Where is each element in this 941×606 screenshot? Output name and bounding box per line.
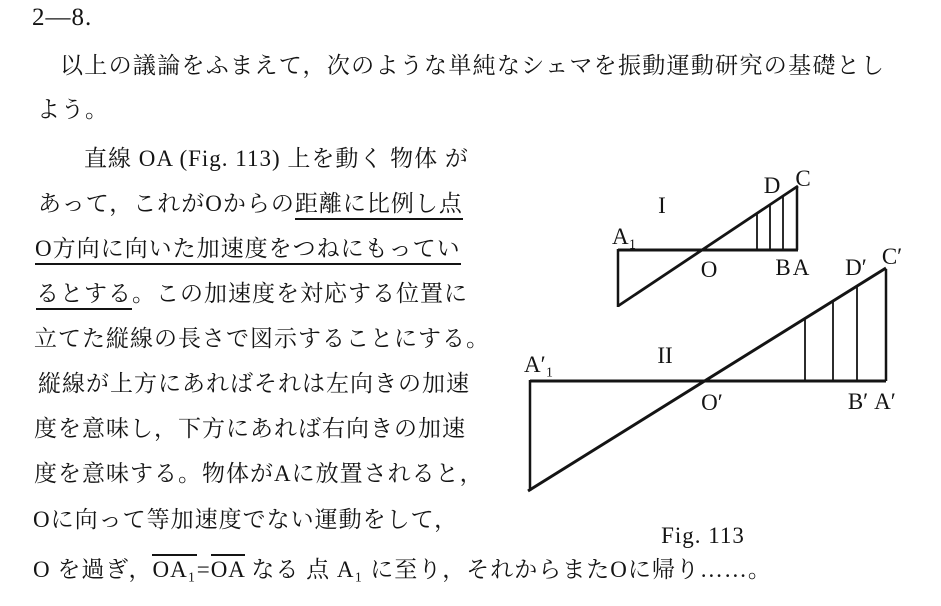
diagram2-label-a: A′ bbox=[874, 389, 896, 414]
diagram1-diagonal bbox=[618, 186, 798, 306]
body-line-9: Oに向って等加速度でない運動をして， bbox=[33, 507, 459, 532]
body-line-6: 縦線が上方にあればそれは左向きの加速 bbox=[38, 371, 470, 396]
body-line-2-plain: あって，これがOからの bbox=[38, 191, 295, 216]
diagram1-label-roman: I bbox=[658, 193, 666, 218]
body-line-4-underlined: るとする bbox=[36, 281, 132, 310]
diagram1-label-c: C bbox=[795, 166, 811, 191]
diagram2-label-roman: II bbox=[657, 343, 673, 368]
diagram-1 bbox=[618, 186, 798, 307]
body-line-2 bbox=[38, 190, 463, 218]
figure-caption: Fig. 113 bbox=[661, 523, 745, 548]
diagram1-label-a: A bbox=[792, 255, 810, 280]
body-line-3-underlined: O方向に向いた加速度をつねにもってい bbox=[35, 236, 461, 265]
diagram1-label-b: B bbox=[775, 255, 791, 280]
diagram2-label-b: B′ bbox=[847, 389, 869, 414]
body-line-2-underlined: 距離に比例し点 bbox=[295, 191, 463, 220]
body-line-4 bbox=[36, 280, 468, 308]
diagram-2 bbox=[528, 268, 886, 491]
footer-plain-2: なる 点 A₁ に至り，それからまたOに帰り……。 bbox=[244, 557, 772, 582]
intro-line-2: よう。 bbox=[37, 97, 109, 122]
body-line-4-plain: 。この加速度を対応する位置に bbox=[132, 281, 468, 306]
body-line-1: 直線 OA (Fig. 113) 上を動く 物体 が bbox=[84, 146, 469, 171]
figure-113 bbox=[470, 140, 941, 570]
diagram2-label-a1: A′₁ bbox=[524, 352, 554, 377]
footer-overline-oa1: OA₁ bbox=[152, 554, 196, 582]
diagram1-label-d: D bbox=[763, 173, 781, 198]
diagram1-label-o: O bbox=[700, 257, 718, 282]
footer-plain-1: O を過ぎ， bbox=[33, 557, 153, 582]
body-line-5: 立てた縦線の長さで図示することにする。 bbox=[34, 326, 490, 351]
body-line-7: 度を意味し，下方にあれば右向きの加速 bbox=[34, 416, 466, 441]
footer-overline-oa: OA bbox=[211, 554, 245, 582]
footer-equals: = bbox=[196, 557, 211, 582]
diagram2-label-d: D′ bbox=[845, 255, 867, 280]
diagram2-label-o: O′ bbox=[701, 390, 723, 415]
diagram2-label-c: C′ bbox=[881, 244, 903, 269]
diagram1-label-a1: A₁ bbox=[612, 224, 637, 249]
body-line-3 bbox=[35, 235, 461, 263]
body-line-8: 度を意味する。物体がAに放置されると， bbox=[34, 461, 484, 486]
intro-line-1: 以上の議論をふまえて，次のような単純なシェマを振動運動研究の基礎とし bbox=[60, 53, 886, 78]
section-number: 2—8. bbox=[32, 4, 93, 31]
